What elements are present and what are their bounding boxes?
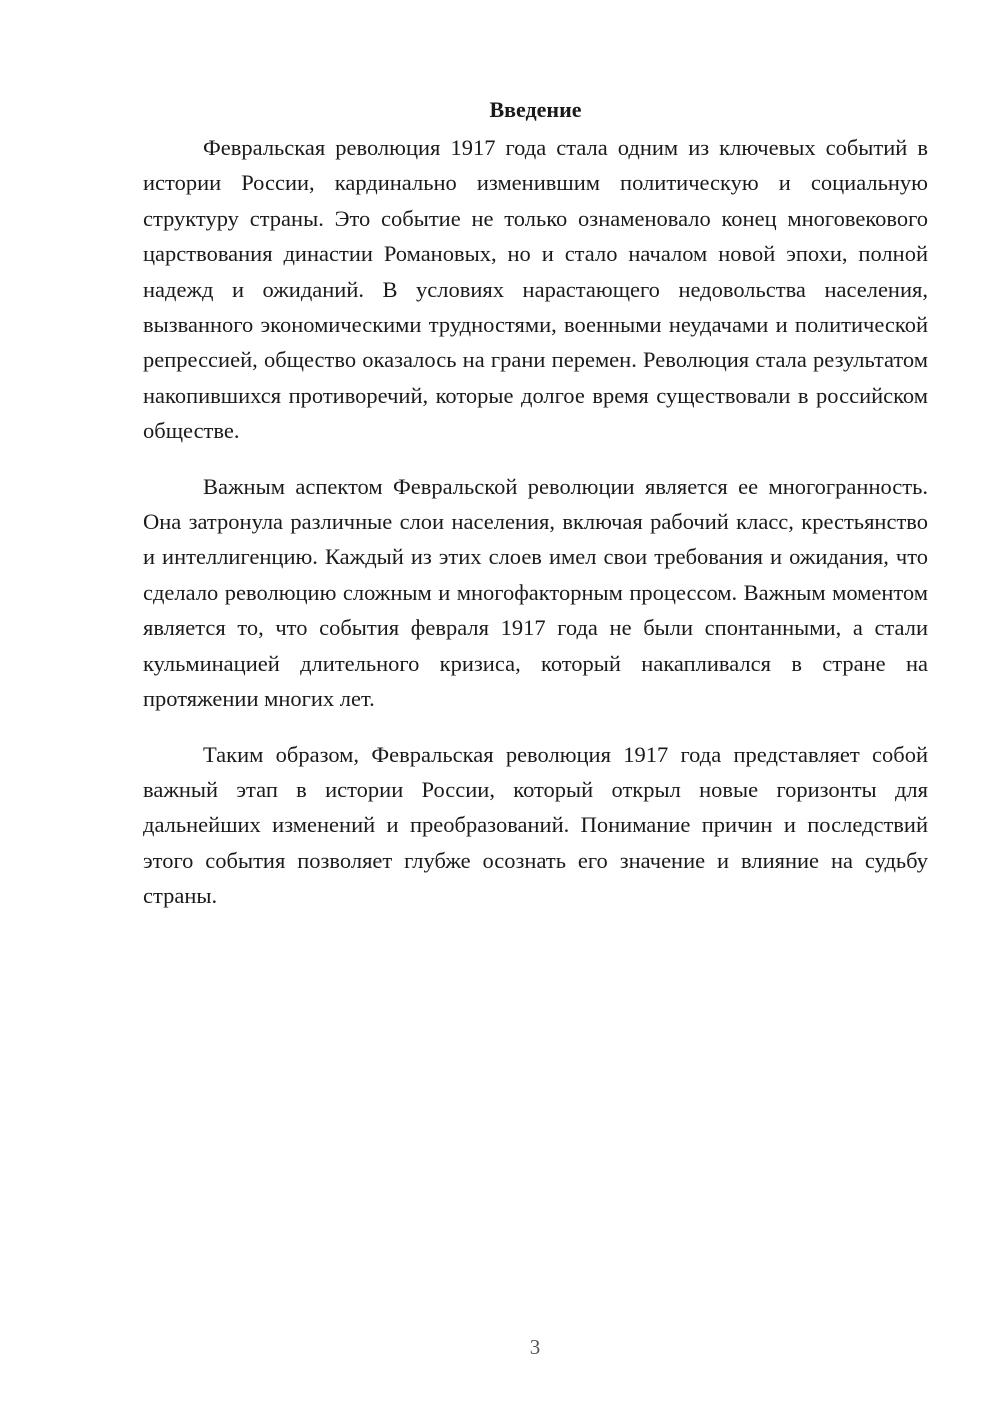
section-title: Введение	[489, 97, 582, 122]
paragraph-2: Важным аспектом Февральской революции является ее многогранность. Она затронула различные слои населения, включая рабочий класс, крестьянство и интеллигенцию. Каждый из этих слоев имел свои требования и ожидания, что сделало революцию сложным и многофакторным процессом. Важным моментом является то, что события февраля 1917 года не были спонтанными, а стали кульминацией длительного кризиса, который накапливался в стране на протяжении многих лет.	[143, 473, 928, 712]
paragraph-3: Таким образом, Февральская революция 1917 года представляет собой важный этап в истории России, который открыл новые горизонты для дальнейших изменений и преобразований. Понимание причин и последствий этого события позволяет глубже осознать его значение и влияние на судьбу страны.	[143, 741, 928, 909]
paragraph-1: Февральская революция 1917 года стала одним из ключевых событий в истории России, кардинально изменившим политическую и социальную структуру страны. Это событие не только ознаменовало конец многовекового царствования династии Романовых, но и стало началом новой эпохи, полной надежд и ожиданий. В условиях нарастающего недовольства населения, вызванного экономическими трудностями, военными неудачами и политической репрессией, общество оказалось на грани перемен. Революция стала результатом накопившихся противоречий, которые долгое время существовали в российском обществе.	[143, 135, 928, 444]
page-number: 3	[529, 1335, 541, 1359]
page-content	[143, 94, 928, 934]
